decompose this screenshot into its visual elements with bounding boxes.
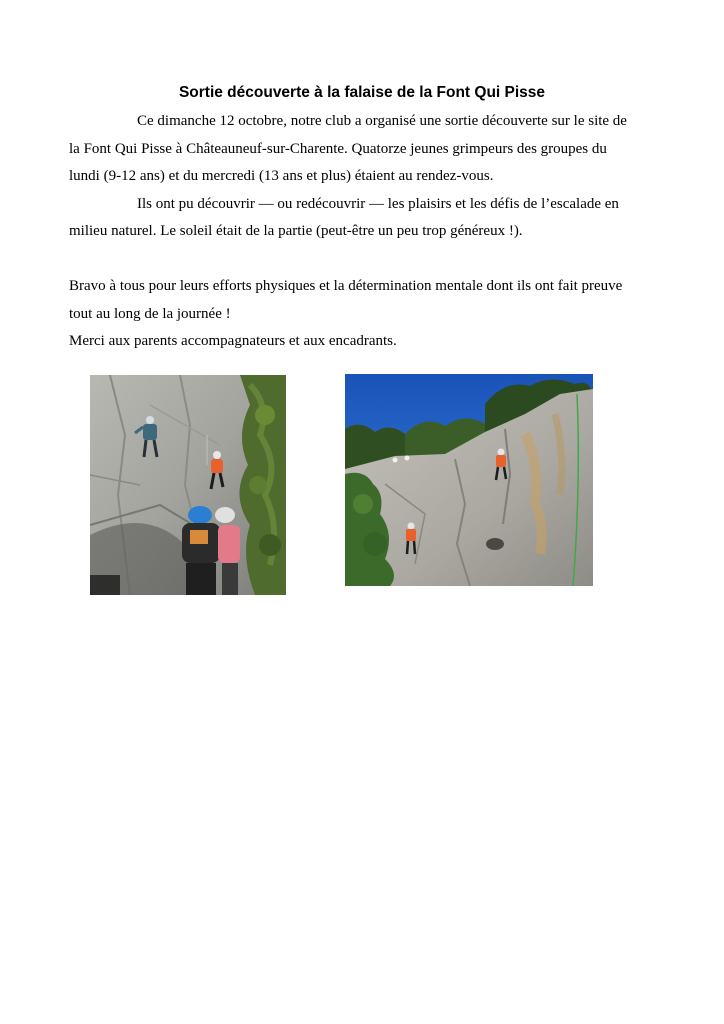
- paragraph-spacer: [69, 246, 659, 274]
- text-line: Bravo à tous pour leurs efforts physiques et la détermination mentale dont ils ont fait preuve: [69, 278, 623, 294]
- document-title: Sortie découverte à la falaise de la Font Qui Pisse: [178, 84, 546, 101]
- text-line: Merci aux parents accompagnateurs et aux encadrants.: [69, 333, 397, 349]
- cliff-with-blue-sky-photo: [345, 374, 593, 586]
- paragraph-discovery: [69, 191, 659, 246]
- text-line: Ce dimanche 12 octobre, notre club a organisé une sortie découverte sur le site de: [137, 113, 627, 129]
- text-line: lundi (9-12 ans) et du mercredi (13 ans et plus) étaient au rendez-vous.: [69, 168, 494, 184]
- paragraph-congratulations: [69, 273, 659, 356]
- paragraph-outing: [69, 108, 659, 191]
- document-body: [69, 108, 659, 356]
- text-line: la Font Qui Pisse à Châteauneuf-sur-Charente. Quatorze jeunes grimpeurs des groupes du: [69, 140, 607, 157]
- climbers-on-rock-face-photo: [90, 375, 286, 595]
- text-line: tout au long de la journée !: [69, 305, 231, 322]
- text-line: Ils ont pu découvrir — ou redécouvrir — les plaisirs et les défis de l’escalade en: [137, 195, 619, 212]
- text-line: milieu naturel. Le soleil était de la partie (peut-être un peu trop généreux !).: [69, 223, 523, 239]
